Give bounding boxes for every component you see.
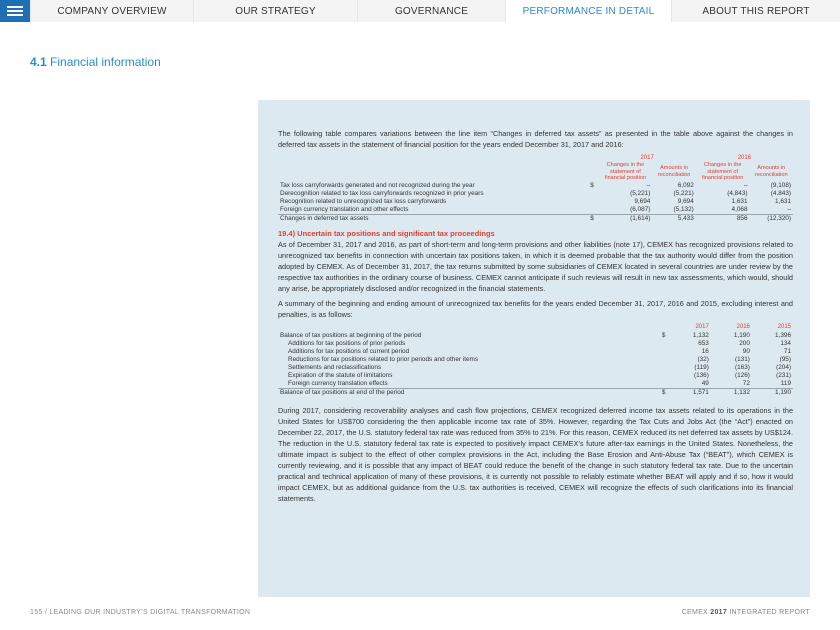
tab-about-this-report[interactable]: ABOUT THIS REPORT [671,0,840,22]
footer-brand: CEMEX [681,609,709,616]
row-value: 134 [780,339,791,347]
row-value: 856 [696,214,750,223]
currency-symbol: $ [661,331,666,339]
row-label: Additions for tax positions of current period [288,347,410,355]
row-label: Settlements and reclassifications [288,363,382,371]
row-label: Foreign currency translation effects [288,379,388,387]
currency-symbol [660,356,670,364]
row-value: – [743,181,748,189]
row-value: 119 [780,379,791,387]
row-value: 4,068 [731,205,748,213]
table1-col-amounts-2016: Amounts in reconciliation [754,165,788,178]
table1-col-changes-2017: Changes in the statement of financial position [604,162,647,181]
top-navigation [0,0,840,22]
row-value: 200 [739,339,750,347]
table1-year-2016: 2016 [737,154,752,161]
currency-symbol: $ [660,388,670,397]
table-row [278,198,793,206]
row-value: 1,190 [752,388,793,397]
currency-symbol [660,340,670,348]
table-row [278,214,793,223]
section-name: Financial information [50,55,161,69]
row-value: 71 [783,347,791,355]
footer-page-label: 155 / LEADING OUR INDUSTRY’S DIGITAL TRANSFORMATION [30,609,251,616]
currency-symbol: $ [588,214,598,223]
row-value: 72 [742,379,750,387]
tab-governance[interactable]: GOVERNANCE [357,0,505,22]
row-value: 1,631 [775,197,791,205]
row-value: 49 [701,379,709,387]
row-label: Reductions for tax positions related to prior periods and other items [288,355,479,363]
table1-col-changes-2016: Changes in the statement of financial position [701,162,744,181]
row-value: 16 [701,347,709,355]
currency-symbol [588,198,598,206]
row-value: 5,433 [652,214,695,223]
uncertain-tax-paragraph: As of December 31, 2017 and 2016, as part of short-term and long-term provisions and other liabilities (note 17), CEMEX has recognized provisions related to unrecognized tax benefits in connection with uncertain tax positions taken, in which it is deemed probable that the tax authority would differ from the position adopted by CEMEX. As of December 31, 2017, the tax returns submitted by some subsidiaries of CEMEX located in several countries are under review by the respective tax authorities in the ordinary course of business. CEMEX cannot anticipate if such reviews will result in new tax assessments, which would, should any arise, be appropriately disclosed and/or recognized in the financial statements. [278,239,793,293]
row-value: – [787,205,791,213]
row-value: (4,843) [770,189,791,197]
row-value: 653 [698,339,709,347]
tab-our-strategy[interactable]: OUR STRATEGY [193,0,357,22]
table-row [278,190,793,198]
row-value: 1,132 [711,388,752,397]
row-value: (126) [734,371,750,379]
row-value: (204) [776,363,791,371]
row-value: (231) [776,371,791,379]
row-value: (5,221) [630,189,651,197]
row-label: Balance of tax positions at end of the period [278,388,660,397]
table-row [278,372,793,380]
row-value: 1,396 [775,331,791,339]
table-row [278,182,793,190]
row-value: 1,631 [731,197,748,205]
hamburger-icon[interactable] [0,0,30,22]
table-row [278,206,793,215]
currency-symbol [660,348,670,356]
deferred-tax-table [278,154,793,223]
row-value: 9,694 [677,197,694,205]
table1-col-amounts-2017: Amounts in reconciliation [657,165,691,178]
currency-symbol: $ [590,181,594,189]
content-body [278,128,793,508]
row-value: (4,843) [727,189,748,197]
summary-paragraph: A summary of the beginning and ending amount of unrecognized tax benefits for the years ended December 31, 2017, 2016 and 2015, excluding interest and penalties, is as follows: [278,298,793,319]
row-value: 90 [742,347,750,355]
row-label: Foreign currency translation and other effects [280,205,409,213]
row-value: (1,614) [599,214,653,223]
table-row [278,356,793,364]
row-value: (6,087) [630,205,651,213]
row-value: – [646,181,651,189]
row-value: (5,132) [673,205,694,213]
uncertain-tax-subheading: 19.4) Uncertain tax positions and significant tax proceedings [278,228,495,238]
table-row [278,364,793,372]
row-label: Derecognition related to tax loss carryforwards recognized in prior years [280,189,484,197]
footer-report-name: INTEGRATED REPORT [729,609,810,616]
unrecognized-tax-benefits-table [278,324,793,397]
row-value: (9,108) [770,181,791,189]
currency-symbol [588,206,598,215]
content-panel [258,100,810,597]
table1-year-2017: 2017 [640,154,654,161]
table-row [278,340,793,348]
row-value: 9,694 [634,197,651,205]
section-title [30,55,161,69]
row-value: (5,221) [673,189,694,197]
table-row [278,348,793,356]
footer-year: 2017 [710,609,728,616]
row-label: Changes in deferred tax assets [278,214,588,223]
row-value: (32) [697,355,709,363]
row-value: (136) [693,371,709,379]
currency-symbol [660,372,670,380]
intro-paragraph: The following table compares variations between the line item “Changes in deferred tax assets” as presented in the table above against the changes in deferred tax assets in the statement of financial position for the years ended December 31, 2017 and 2016: [278,129,793,149]
tab-company-overview[interactable]: COMPANY OVERVIEW [30,0,193,22]
table-row [278,380,793,389]
currency-symbol [660,364,670,372]
row-value: (12,320) [750,214,793,223]
row-value: (163) [734,363,750,371]
row-label: Balance of tax positions at beginning of the period [280,331,422,339]
row-value: (95) [779,355,791,363]
row-value: 1,190 [733,331,750,339]
currency-symbol [660,380,670,389]
row-label: Additions for tax positions of prior periods [288,339,406,347]
row-value: (119) [694,363,709,371]
row-value: 1,132 [692,331,709,339]
table2-year-2015: 2015 [777,324,791,331]
table2-year-2017: 2017 [695,324,709,331]
tab-performance-in-detail[interactable]: PERFORMANCE IN DETAIL [505,0,671,22]
row-value: 6,092 [677,181,694,189]
tax-reform-paragraph: During 2017, considering recoverability analyses and cash flow projections, CEMEX recognized deferred income tax assets related to its operations in the United States for US$700 considering the then applicable income tax rate of 35%. However, regarding the Tax Cuts and Jobs Act (the “Act”) enacted on December 22, 2017, the U.S. statutory federal tax rate was reduced from 35% to 21%. For this reason, CEMEX reduced its net deferred tax assets by US$124. The reduction in the U.S. statutory federal tax rate is expected to positively impact CEMEX’s future after-tax earnings in the United States. Nonetheless, the ultimate impact is subject to the effect of other complex provisions in the Act, including the Base Erosion and Anti-Abuse Tax (“BEAT”), which CEMEX is currently reviewing, and it is possible that any impact of BEAT could reduce the benefit of the change in such statutory federal tax rate. Due to the uncertain practical and technical application of many of these provisions, it is currently not possible to reliably estimate whether BEAT will apply and if so, how it would impact CEMEX, but as additional guidance from the U.S. tax authorities is received, CEMEX will recognize the effects of such clarifications into its financial statements. [278,405,793,503]
row-label: Tax loss carryforwards generated and not recognized during the year [280,181,475,189]
row-label: Recognition related to unrecognized tax loss carryforwards [280,197,447,205]
table2-year-2016: 2016 [736,324,750,331]
row-value: (131) [734,355,750,363]
section-number: 4.1 [30,55,47,69]
footer-report-title [682,609,810,616]
currency-symbol [588,190,598,198]
table-row [278,388,793,397]
row-value: 1,571 [670,388,711,397]
table-row [278,332,793,340]
row-label: Expiration of the statute of limitations [288,371,393,379]
